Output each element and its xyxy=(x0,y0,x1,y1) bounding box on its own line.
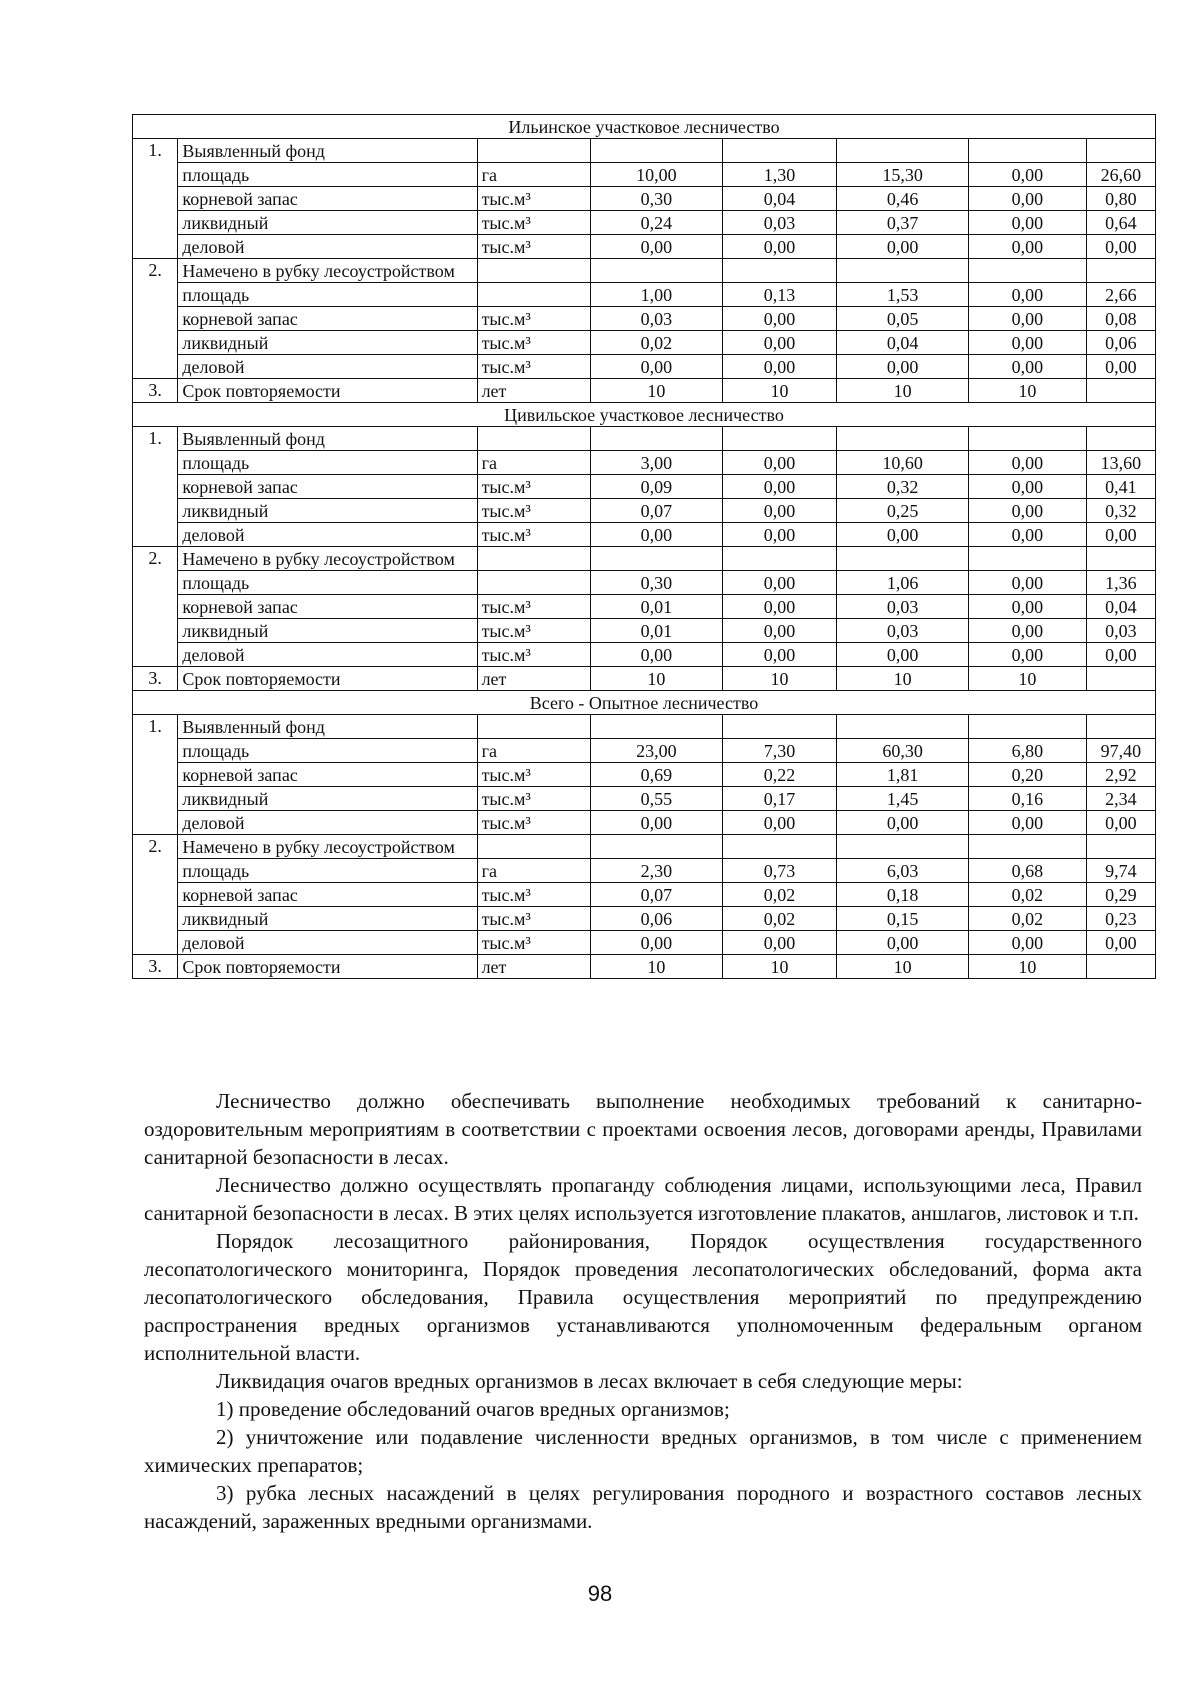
value-cell: 0,16 xyxy=(968,787,1086,811)
table-row xyxy=(133,355,1156,379)
value-cell: 0,80 xyxy=(1086,187,1155,211)
value-cell: 0,22 xyxy=(722,763,836,787)
value-cell: 0,00 xyxy=(590,643,722,667)
table-row xyxy=(133,163,1156,187)
value-cell: 0,03 xyxy=(1086,619,1155,643)
value-cell: 0,00 xyxy=(1086,811,1155,835)
value-cell: 0,00 xyxy=(722,475,836,499)
group-row xyxy=(133,667,1156,691)
value-cell: 2,30 xyxy=(590,859,722,883)
row-label: ликвидный xyxy=(178,787,477,811)
value-cell: 0,37 xyxy=(837,211,969,235)
row-label: деловой xyxy=(178,931,477,955)
value-cell: 10 xyxy=(590,667,722,691)
value-cell: 0,03 xyxy=(837,595,969,619)
value-cell: 0,00 xyxy=(722,499,836,523)
value-cell: 0,00 xyxy=(968,163,1086,187)
value-cell: 0,07 xyxy=(590,499,722,523)
table-row xyxy=(133,643,1156,667)
group-title: Срок повторяемости xyxy=(178,955,477,979)
value-cell: 10 xyxy=(590,379,722,403)
value-cell: 0,00 xyxy=(968,331,1086,355)
group-title: Выявленный фонд xyxy=(178,427,477,451)
value-cell: 1,36 xyxy=(1086,571,1155,595)
row-label: площадь xyxy=(178,451,477,475)
paragraph: Лесничество должно обеспечивать выполнение необходимых требований к санитарно-оздоровительным мероприятиям в соответствии с проектами освоения лесов, договорами аренды, Правилами санитарной безопасности в лесах. xyxy=(144,1089,1142,1169)
value-cell xyxy=(968,715,1086,739)
row-label: ликвидный xyxy=(178,499,477,523)
value-cell: 0,00 xyxy=(1086,235,1155,259)
value-cell xyxy=(590,835,722,859)
value-cell: 10,60 xyxy=(837,451,969,475)
value-cell: 10 xyxy=(722,379,836,403)
unit-cell xyxy=(477,139,590,163)
value-cell: 0,46 xyxy=(837,187,969,211)
value-cell xyxy=(968,427,1086,451)
value-cell: 3,00 xyxy=(590,451,722,475)
value-cell: 0,00 xyxy=(722,931,836,955)
value-cell: 0,00 xyxy=(968,595,1086,619)
value-cell: 0,00 xyxy=(1086,523,1155,547)
value-cell: 0,00 xyxy=(968,187,1086,211)
unit-cell: тыс.м³ xyxy=(477,235,590,259)
row-label: площадь xyxy=(178,163,477,187)
value-cell xyxy=(590,427,722,451)
value-cell: 0,00 xyxy=(968,283,1086,307)
unit-cell: лет xyxy=(477,955,590,979)
table-row xyxy=(133,787,1156,811)
value-cell xyxy=(1086,715,1155,739)
table-row xyxy=(133,931,1156,955)
section-title: Всего - Опытное лесничество xyxy=(133,691,1156,715)
value-cell: 1,06 xyxy=(837,571,969,595)
group-row xyxy=(133,547,1156,571)
value-cell xyxy=(722,139,836,163)
value-cell: 0,03 xyxy=(590,307,722,331)
value-cell: 0,00 xyxy=(968,523,1086,547)
table-row xyxy=(133,763,1156,787)
value-cell: 0,08 xyxy=(1086,307,1155,331)
value-cell: 0,00 xyxy=(968,619,1086,643)
value-cell: 0,00 xyxy=(837,931,969,955)
value-cell xyxy=(968,835,1086,859)
row-number: 1. xyxy=(133,139,178,259)
value-cell: 0,00 xyxy=(722,643,836,667)
value-cell: 0,24 xyxy=(590,211,722,235)
value-cell: 6,03 xyxy=(837,859,969,883)
table-row xyxy=(133,595,1156,619)
row-label: корневой запас xyxy=(178,187,477,211)
section-header-row xyxy=(133,691,1156,715)
group-row xyxy=(133,835,1156,859)
unit-cell xyxy=(477,835,590,859)
value-cell: 0,32 xyxy=(837,475,969,499)
section-header-row xyxy=(133,403,1156,427)
value-cell: 0,00 xyxy=(722,451,836,475)
row-label: ликвидный xyxy=(178,331,477,355)
value-cell: 1,30 xyxy=(722,163,836,187)
value-cell xyxy=(590,259,722,283)
value-cell: 0,00 xyxy=(968,571,1086,595)
unit-cell: тыс.м³ xyxy=(477,763,590,787)
table-row xyxy=(133,811,1156,835)
table-row xyxy=(133,571,1156,595)
row-number: 2. xyxy=(133,259,178,379)
value-cell: 0,00 xyxy=(837,811,969,835)
body-text xyxy=(144,1087,1142,1535)
page-number: 98 xyxy=(587,1581,613,1606)
unit-cell: тыс.м³ xyxy=(477,211,590,235)
value-cell: 7,30 xyxy=(722,739,836,763)
row-label: деловой xyxy=(178,355,477,379)
value-cell: 0,01 xyxy=(590,619,722,643)
value-cell: 0,00 xyxy=(590,235,722,259)
value-cell: 0,30 xyxy=(590,187,722,211)
value-cell: 1,45 xyxy=(837,787,969,811)
unit-cell: тыс.м³ xyxy=(477,355,590,379)
row-number: 3. xyxy=(133,667,178,691)
unit-cell: тыс.м³ xyxy=(477,475,590,499)
row-label: площадь xyxy=(178,739,477,763)
value-cell: 0,20 xyxy=(968,763,1086,787)
table-row xyxy=(133,619,1156,643)
table-row xyxy=(133,883,1156,907)
value-cell: 0,00 xyxy=(722,811,836,835)
value-cell: 0,02 xyxy=(722,907,836,931)
value-cell: 0,02 xyxy=(968,907,1086,931)
value-cell: 6,80 xyxy=(968,739,1086,763)
value-cell: 0,00 xyxy=(837,523,969,547)
value-cell: 0,03 xyxy=(837,619,969,643)
unit-cell: га xyxy=(477,163,590,187)
table-row xyxy=(133,859,1156,883)
value-cell: 0,68 xyxy=(968,859,1086,883)
value-cell xyxy=(722,835,836,859)
value-cell: 0,02 xyxy=(722,883,836,907)
value-cell: 10,00 xyxy=(590,163,722,187)
value-cell: 0,00 xyxy=(590,811,722,835)
row-label: деловой xyxy=(178,643,477,667)
value-cell xyxy=(590,715,722,739)
row-label: ликвидный xyxy=(178,619,477,643)
group-row xyxy=(133,139,1156,163)
row-number: 2. xyxy=(133,835,178,955)
value-cell: 0,18 xyxy=(837,883,969,907)
value-cell: 0,41 xyxy=(1086,475,1155,499)
value-cell: 0,00 xyxy=(722,619,836,643)
table-row xyxy=(133,331,1156,355)
value-cell: 2,66 xyxy=(1086,283,1155,307)
unit-cell: тыс.м³ xyxy=(477,931,590,955)
value-cell: 0,00 xyxy=(590,523,722,547)
value-cell: 2,92 xyxy=(1086,763,1155,787)
row-label: корневой запас xyxy=(178,763,477,787)
value-cell xyxy=(1086,835,1155,859)
value-cell: 10 xyxy=(590,955,722,979)
row-number: 3. xyxy=(133,379,178,403)
section-title: Цивильское участковое лесничество xyxy=(133,403,1156,427)
value-cell: 0,00 xyxy=(1086,355,1155,379)
value-cell: 0,03 xyxy=(722,211,836,235)
table-row xyxy=(133,307,1156,331)
section-title: Ильинское участковое лесничество xyxy=(133,115,1156,139)
value-cell: 0,23 xyxy=(1086,907,1155,931)
value-cell: 0,00 xyxy=(968,475,1086,499)
group-row xyxy=(133,955,1156,979)
value-cell xyxy=(722,259,836,283)
table-row xyxy=(133,211,1156,235)
paragraph: 1) проведение обследований очагов вредных организмов; xyxy=(216,1397,730,1421)
row-label: корневой запас xyxy=(178,475,477,499)
value-cell: 10 xyxy=(837,379,969,403)
value-cell xyxy=(968,139,1086,163)
unit-cell: тыс.м³ xyxy=(477,883,590,907)
table-row xyxy=(133,907,1156,931)
value-cell: 10 xyxy=(722,667,836,691)
unit-cell xyxy=(477,571,590,595)
value-cell: 1,00 xyxy=(590,283,722,307)
value-cell: 9,74 xyxy=(1086,859,1155,883)
value-cell: 10 xyxy=(968,955,1086,979)
value-cell: 0,00 xyxy=(722,595,836,619)
value-cell: 0,29 xyxy=(1086,883,1155,907)
value-cell: 0,07 xyxy=(590,883,722,907)
group-title: Намечено в рубку лесоустройством xyxy=(178,835,477,859)
unit-cell: га xyxy=(477,451,590,475)
unit-cell: тыс.м³ xyxy=(477,307,590,331)
value-cell: 0,25 xyxy=(837,499,969,523)
value-cell: 97,40 xyxy=(1086,739,1155,763)
paragraph: 2) уничтожение или подавление численности вредных организмов, в том числе с применением химических препаратов; xyxy=(144,1425,1142,1477)
value-cell xyxy=(837,259,969,283)
table-row xyxy=(133,283,1156,307)
unit-cell: тыс.м³ xyxy=(477,523,590,547)
row-label: деловой xyxy=(178,523,477,547)
value-cell: 0,04 xyxy=(722,187,836,211)
value-cell xyxy=(590,547,722,571)
unit-cell xyxy=(477,259,590,283)
group-row xyxy=(133,427,1156,451)
value-cell: 0,00 xyxy=(1086,931,1155,955)
row-number: 1. xyxy=(133,427,178,547)
unit-cell: тыс.м³ xyxy=(477,787,590,811)
row-label: корневой запас xyxy=(178,595,477,619)
value-cell: 0,00 xyxy=(590,931,722,955)
paragraph: Лесничество должно осуществлять пропаганду соблюдения лицами, использующими леса, Правил санитарной безопасности в лесах. В этих целях используется изготовление плакатов, аншлагов, листовок и т.п. xyxy=(144,1173,1142,1225)
value-cell: 0,13 xyxy=(722,283,836,307)
value-cell: 0,02 xyxy=(590,331,722,355)
value-cell xyxy=(837,427,969,451)
value-cell xyxy=(1086,667,1155,691)
value-cell: 0,06 xyxy=(1086,331,1155,355)
value-cell: 1,81 xyxy=(837,763,969,787)
value-cell: 0,04 xyxy=(837,331,969,355)
table-row xyxy=(133,475,1156,499)
table-row xyxy=(133,739,1156,763)
value-cell xyxy=(837,835,969,859)
value-cell: 10 xyxy=(837,955,969,979)
unit-cell: лет xyxy=(477,379,590,403)
value-cell xyxy=(968,259,1086,283)
value-cell: 10 xyxy=(968,667,1086,691)
value-cell: 0,00 xyxy=(968,499,1086,523)
value-cell: 2,34 xyxy=(1086,787,1155,811)
value-cell: 0,01 xyxy=(590,595,722,619)
value-cell xyxy=(590,139,722,163)
value-cell xyxy=(1086,955,1155,979)
row-label: площадь xyxy=(178,283,477,307)
value-cell: 0,00 xyxy=(722,355,836,379)
value-cell xyxy=(1086,139,1155,163)
table-row xyxy=(133,499,1156,523)
value-cell xyxy=(837,547,969,571)
value-cell: 0,00 xyxy=(722,235,836,259)
value-cell: 26,60 xyxy=(1086,163,1155,187)
unit-cell: тыс.м³ xyxy=(477,907,590,931)
value-cell: 0,02 xyxy=(968,883,1086,907)
paragraph: Порядок лесозащитного районирования, Порядок осуществления государственного лесопатологического мониторинга, Порядок проведения лесопатологических обследований, форма акта лесопатологического обследования, Правила осуществления мероприятий по предупреждению распространения вредных организмов устанавливаются уполномоченным федеральным органом исполнительной власти. xyxy=(144,1229,1142,1365)
value-cell xyxy=(722,715,836,739)
group-title: Срок повторяемости xyxy=(178,379,477,403)
value-cell: 0,00 xyxy=(837,355,969,379)
section-header-row xyxy=(133,115,1156,139)
value-cell xyxy=(722,547,836,571)
row-label: деловой xyxy=(178,235,477,259)
value-cell xyxy=(837,715,969,739)
value-cell: 10 xyxy=(837,667,969,691)
value-cell xyxy=(1086,427,1155,451)
value-cell: 15,30 xyxy=(837,163,969,187)
unit-cell: тыс.м³ xyxy=(477,499,590,523)
value-cell: 13,60 xyxy=(1086,451,1155,475)
value-cell: 0,69 xyxy=(590,763,722,787)
value-cell xyxy=(968,547,1086,571)
value-cell: 0,05 xyxy=(837,307,969,331)
row-label: корневой запас xyxy=(178,307,477,331)
group-title: Выявленный фонд xyxy=(178,139,477,163)
value-cell: 0,00 xyxy=(968,931,1086,955)
value-cell: 0,00 xyxy=(722,307,836,331)
unit-cell: тыс.м³ xyxy=(477,595,590,619)
row-number: 1. xyxy=(133,715,178,835)
value-cell: 10 xyxy=(722,955,836,979)
value-cell: 0,30 xyxy=(590,571,722,595)
table-row xyxy=(133,451,1156,475)
table-row xyxy=(133,523,1156,547)
row-label: ликвидный xyxy=(178,211,477,235)
value-cell: 0,55 xyxy=(590,787,722,811)
group-title: Намечено в рубку лесоустройством xyxy=(178,547,477,571)
row-number: 3. xyxy=(133,955,178,979)
paragraph: Ликвидация очагов вредных организмов в лесах включает в себя следующие меры: xyxy=(216,1369,963,1393)
value-cell: 60,30 xyxy=(837,739,969,763)
value-cell: 0,00 xyxy=(590,355,722,379)
value-cell xyxy=(1086,259,1155,283)
unit-cell: тыс.м³ xyxy=(477,643,590,667)
value-cell: 0,09 xyxy=(590,475,722,499)
unit-cell: тыс.м³ xyxy=(477,619,590,643)
unit-cell xyxy=(477,715,590,739)
value-cell: 0,00 xyxy=(968,451,1086,475)
value-cell: 0,00 xyxy=(837,235,969,259)
group-row xyxy=(133,379,1156,403)
value-cell: 0,00 xyxy=(968,307,1086,331)
unit-cell: тыс.м³ xyxy=(477,187,590,211)
group-title: Срок повторяемости xyxy=(178,667,477,691)
value-cell: 0,04 xyxy=(1086,595,1155,619)
unit-cell xyxy=(477,283,590,307)
value-cell: 23,00 xyxy=(590,739,722,763)
paragraph: 3) рубка лесных насаждений в целях регулирования породного и возрастного составов лесных насаждений, зараженных вредными организмами. xyxy=(144,1481,1142,1533)
value-cell: 0,00 xyxy=(968,811,1086,835)
value-cell: 0,00 xyxy=(837,643,969,667)
unit-cell: тыс.м³ xyxy=(477,811,590,835)
value-cell: 0,00 xyxy=(1086,643,1155,667)
row-label: корневой запас xyxy=(178,883,477,907)
unit-cell: га xyxy=(477,739,590,763)
table-row xyxy=(133,235,1156,259)
row-label: ликвидный xyxy=(178,907,477,931)
value-cell: 0,00 xyxy=(968,643,1086,667)
unit-cell: га xyxy=(477,859,590,883)
value-cell: 0,15 xyxy=(837,907,969,931)
group-row xyxy=(133,715,1156,739)
unit-cell xyxy=(477,547,590,571)
forest-fund-table xyxy=(132,114,1156,979)
value-cell: 0,17 xyxy=(722,787,836,811)
value-cell: 0,00 xyxy=(968,235,1086,259)
value-cell: 0,06 xyxy=(590,907,722,931)
group-title: Намечено в рубку лесоустройством xyxy=(178,259,477,283)
row-number: 2. xyxy=(133,547,178,667)
row-label: деловой xyxy=(178,811,477,835)
value-cell: 0,00 xyxy=(722,523,836,547)
value-cell: 0,00 xyxy=(722,331,836,355)
group-title: Выявленный фонд xyxy=(178,715,477,739)
row-label: площадь xyxy=(178,859,477,883)
value-cell xyxy=(837,139,969,163)
group-row xyxy=(133,259,1156,283)
value-cell: 10 xyxy=(968,379,1086,403)
value-cell: 1,53 xyxy=(837,283,969,307)
value-cell xyxy=(1086,547,1155,571)
value-cell: 0,00 xyxy=(968,355,1086,379)
value-cell: 0,64 xyxy=(1086,211,1155,235)
value-cell xyxy=(722,427,836,451)
value-cell xyxy=(1086,379,1155,403)
unit-cell xyxy=(477,427,590,451)
value-cell: 0,32 xyxy=(1086,499,1155,523)
value-cell: 0,73 xyxy=(722,859,836,883)
unit-cell: тыс.м³ xyxy=(477,331,590,355)
table-row xyxy=(133,187,1156,211)
value-cell: 0,00 xyxy=(968,211,1086,235)
value-cell: 0,00 xyxy=(722,571,836,595)
row-label: площадь xyxy=(178,571,477,595)
unit-cell: лет xyxy=(477,667,590,691)
